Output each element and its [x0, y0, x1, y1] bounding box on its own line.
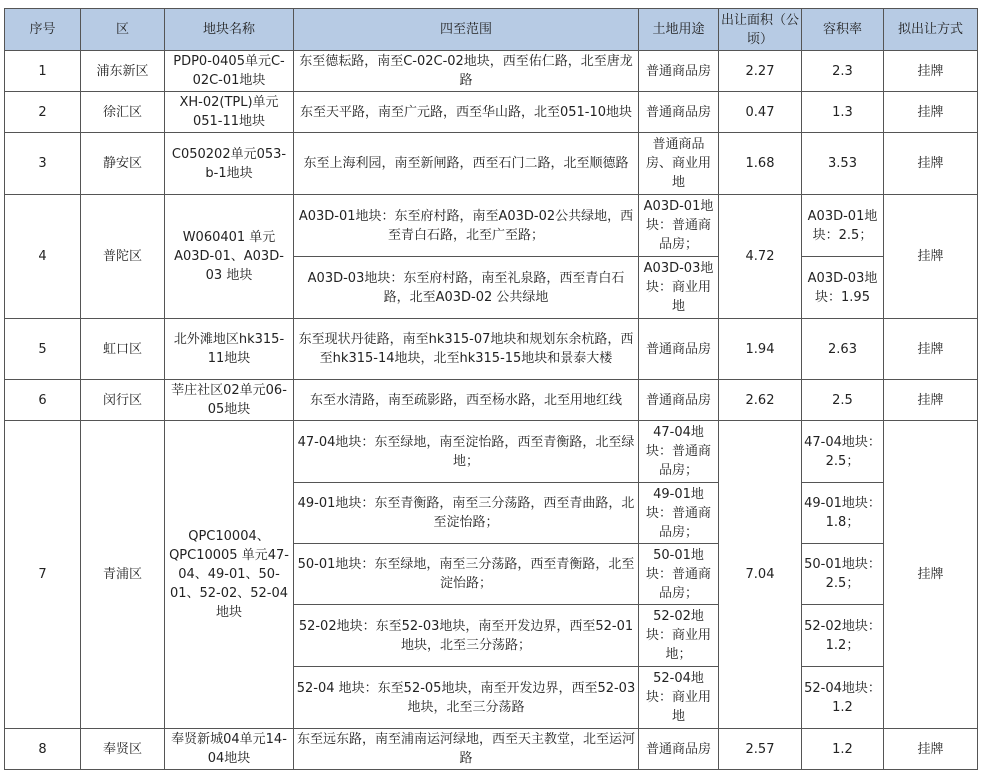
cell-method: 挂牌	[884, 421, 978, 729]
header-use: 土地用途	[639, 9, 719, 51]
cell-district: 徐汇区	[81, 92, 165, 133]
cell-far: 1.3	[802, 92, 884, 133]
cell-area: 1.68	[719, 133, 802, 195]
table-row	[5, 51, 978, 92]
cell-district: 青浦区	[81, 421, 165, 729]
cell-use: 49-01地块：普通商品房；	[639, 483, 719, 544]
cell-use: A03D-03地块：商业用地	[639, 257, 719, 319]
cell-district: 静安区	[81, 133, 165, 195]
cell-district: 浦东新区	[81, 51, 165, 92]
header-bounds: 四至范围	[294, 9, 639, 51]
cell-use: 47-04地块：普通商品房；	[639, 421, 719, 483]
cell-method: 挂牌	[884, 133, 978, 195]
cell-method: 挂牌	[884, 51, 978, 92]
cell-area: 1.94	[719, 319, 802, 380]
cell-no: 1	[5, 51, 81, 92]
cell-no: 5	[5, 319, 81, 380]
cell-parcel: W060401 单元A03D-01、A03D-03 地块	[165, 195, 294, 319]
header-district: 区	[81, 9, 165, 51]
cell-parcel: 北外滩地区hk315-11地块	[165, 319, 294, 380]
cell-district: 虹口区	[81, 319, 165, 380]
header-method: 拟出让方式	[884, 9, 978, 51]
cell-parcel: PDP0-0405单元C-02C-01地块	[165, 51, 294, 92]
cell-bounds: 东至现状丹徒路，南至hk315-07地块和规划东余杭路，西至hk315-14地块，北至hk315-15地块和景泰大楼	[294, 319, 639, 380]
cell-area: 2.57	[719, 729, 802, 770]
cell-area: 2.27	[719, 51, 802, 92]
cell-bounds: 47-04地块：东至绿地，南至淀怡路，西至青衡路，北至绿地；	[294, 421, 639, 483]
cell-far: 2.5	[802, 380, 884, 421]
cell-area: 7.04	[719, 421, 802, 729]
table-row	[5, 421, 978, 483]
cell-bounds: 50-01地块：东至绿地，南至三分荡路，西至青衡路，北至淀怡路；	[294, 544, 639, 605]
cell-use: 50-01地块：普通商品房；	[639, 544, 719, 605]
cell-bounds: A03D-03地块：东至府村路，南至礼泉路，西至青白石路，北至A03D-02 公共绿地	[294, 257, 639, 319]
cell-bounds: 东至上海利园，南至新闸路，西至石门二路，北至顺德路	[294, 133, 639, 195]
table-row	[5, 133, 978, 195]
cell-use: 普通商品房	[639, 319, 719, 380]
cell-use: 52-02地块：商业用地；	[639, 605, 719, 667]
header-no: 序号	[5, 9, 81, 51]
cell-no: 4	[5, 195, 81, 319]
header-far: 容积率	[802, 9, 884, 51]
table-row	[5, 195, 978, 257]
table-row	[5, 92, 978, 133]
cell-no: 6	[5, 380, 81, 421]
cell-use: 普通商品房、商业用地	[639, 133, 719, 195]
cell-bounds: 东至远东路，南至浦南运河绿地，西至天主教堂，北至运河路	[294, 729, 639, 770]
header-parcel: 地块名称	[165, 9, 294, 51]
cell-use: 普通商品房	[639, 380, 719, 421]
cell-bounds: 东至德耘路，南至C-02C-02地块，西至佑仁路，北至唐龙路	[294, 51, 639, 92]
cell-far: 49-01地块：1.8；	[802, 483, 884, 544]
cell-bounds: 52-02地块：东至52-03地块，南至开发边界，西至52-01地块，北至三分荡路；	[294, 605, 639, 667]
table-row	[5, 729, 978, 770]
cell-bounds: 东至天平路，南至广元路，西至华山路，北至051-10地块	[294, 92, 639, 133]
cell-use: 52-04地块：商业用地	[639, 667, 719, 729]
cell-area: 4.72	[719, 195, 802, 319]
cell-use: 普通商品房	[639, 51, 719, 92]
header-row	[5, 9, 978, 51]
cell-far: A03D-01地块：2.5；	[802, 195, 884, 257]
land-parcel-table	[4, 8, 978, 770]
table-row	[5, 380, 978, 421]
cell-far: 52-02地块：1.2；	[802, 605, 884, 667]
cell-use: 普通商品房	[639, 729, 719, 770]
cell-parcel: 奉贤新城04单元14-04地块	[165, 729, 294, 770]
cell-district: 闵行区	[81, 380, 165, 421]
cell-far: 1.2	[802, 729, 884, 770]
cell-parcel: XH-02(TPL)单元051-11地块	[165, 92, 294, 133]
cell-no: 7	[5, 421, 81, 729]
cell-use: 普通商品房	[639, 92, 719, 133]
cell-far: 2.63	[802, 319, 884, 380]
cell-method: 挂牌	[884, 380, 978, 421]
cell-bounds: 东至水清路，南至疏影路，西至杨水路，北至用地红线	[294, 380, 639, 421]
table-row	[5, 319, 978, 380]
cell-bounds: 52-04 地块：东至52-05地块，南至开发边界，西至52-03地块，北至三分荡路	[294, 667, 639, 729]
cell-area: 2.62	[719, 380, 802, 421]
cell-district: 奉贤区	[81, 729, 165, 770]
cell-method: 挂牌	[884, 729, 978, 770]
cell-method: 挂牌	[884, 195, 978, 319]
cell-no: 3	[5, 133, 81, 195]
cell-bounds: A03D-01地块：东至府村路，南至A03D-02公共绿地，西至青白石路，北至广至路；	[294, 195, 639, 257]
cell-method: 挂牌	[884, 319, 978, 380]
header-area: 出让面积（公顷）	[719, 9, 802, 51]
cell-far: 50-01地块：2.5；	[802, 544, 884, 605]
cell-far: 47-04地块：2.5；	[802, 421, 884, 483]
cell-no: 2	[5, 92, 81, 133]
cell-far: 3.53	[802, 133, 884, 195]
cell-no: 8	[5, 729, 81, 770]
cell-use: A03D-01地块：普通商品房；	[639, 195, 719, 257]
cell-parcel: C050202单元053-b-1地块	[165, 133, 294, 195]
cell-far: 52-04地块：1.2	[802, 667, 884, 729]
cell-parcel: QPC10004、QPC10005 单元47-04、49-01、50-01、52-02、52-04 地块	[165, 421, 294, 729]
cell-method: 挂牌	[884, 92, 978, 133]
cell-district: 普陀区	[81, 195, 165, 319]
cell-parcel: 莘庄社区02单元06-05地块	[165, 380, 294, 421]
cell-far: A03D-03地块：1.95	[802, 257, 884, 319]
cell-bounds: 49-01地块：东至青衡路，南至三分荡路，西至青曲路，北至淀怡路；	[294, 483, 639, 544]
cell-far: 2.3	[802, 51, 884, 92]
cell-area: 0.47	[719, 92, 802, 133]
